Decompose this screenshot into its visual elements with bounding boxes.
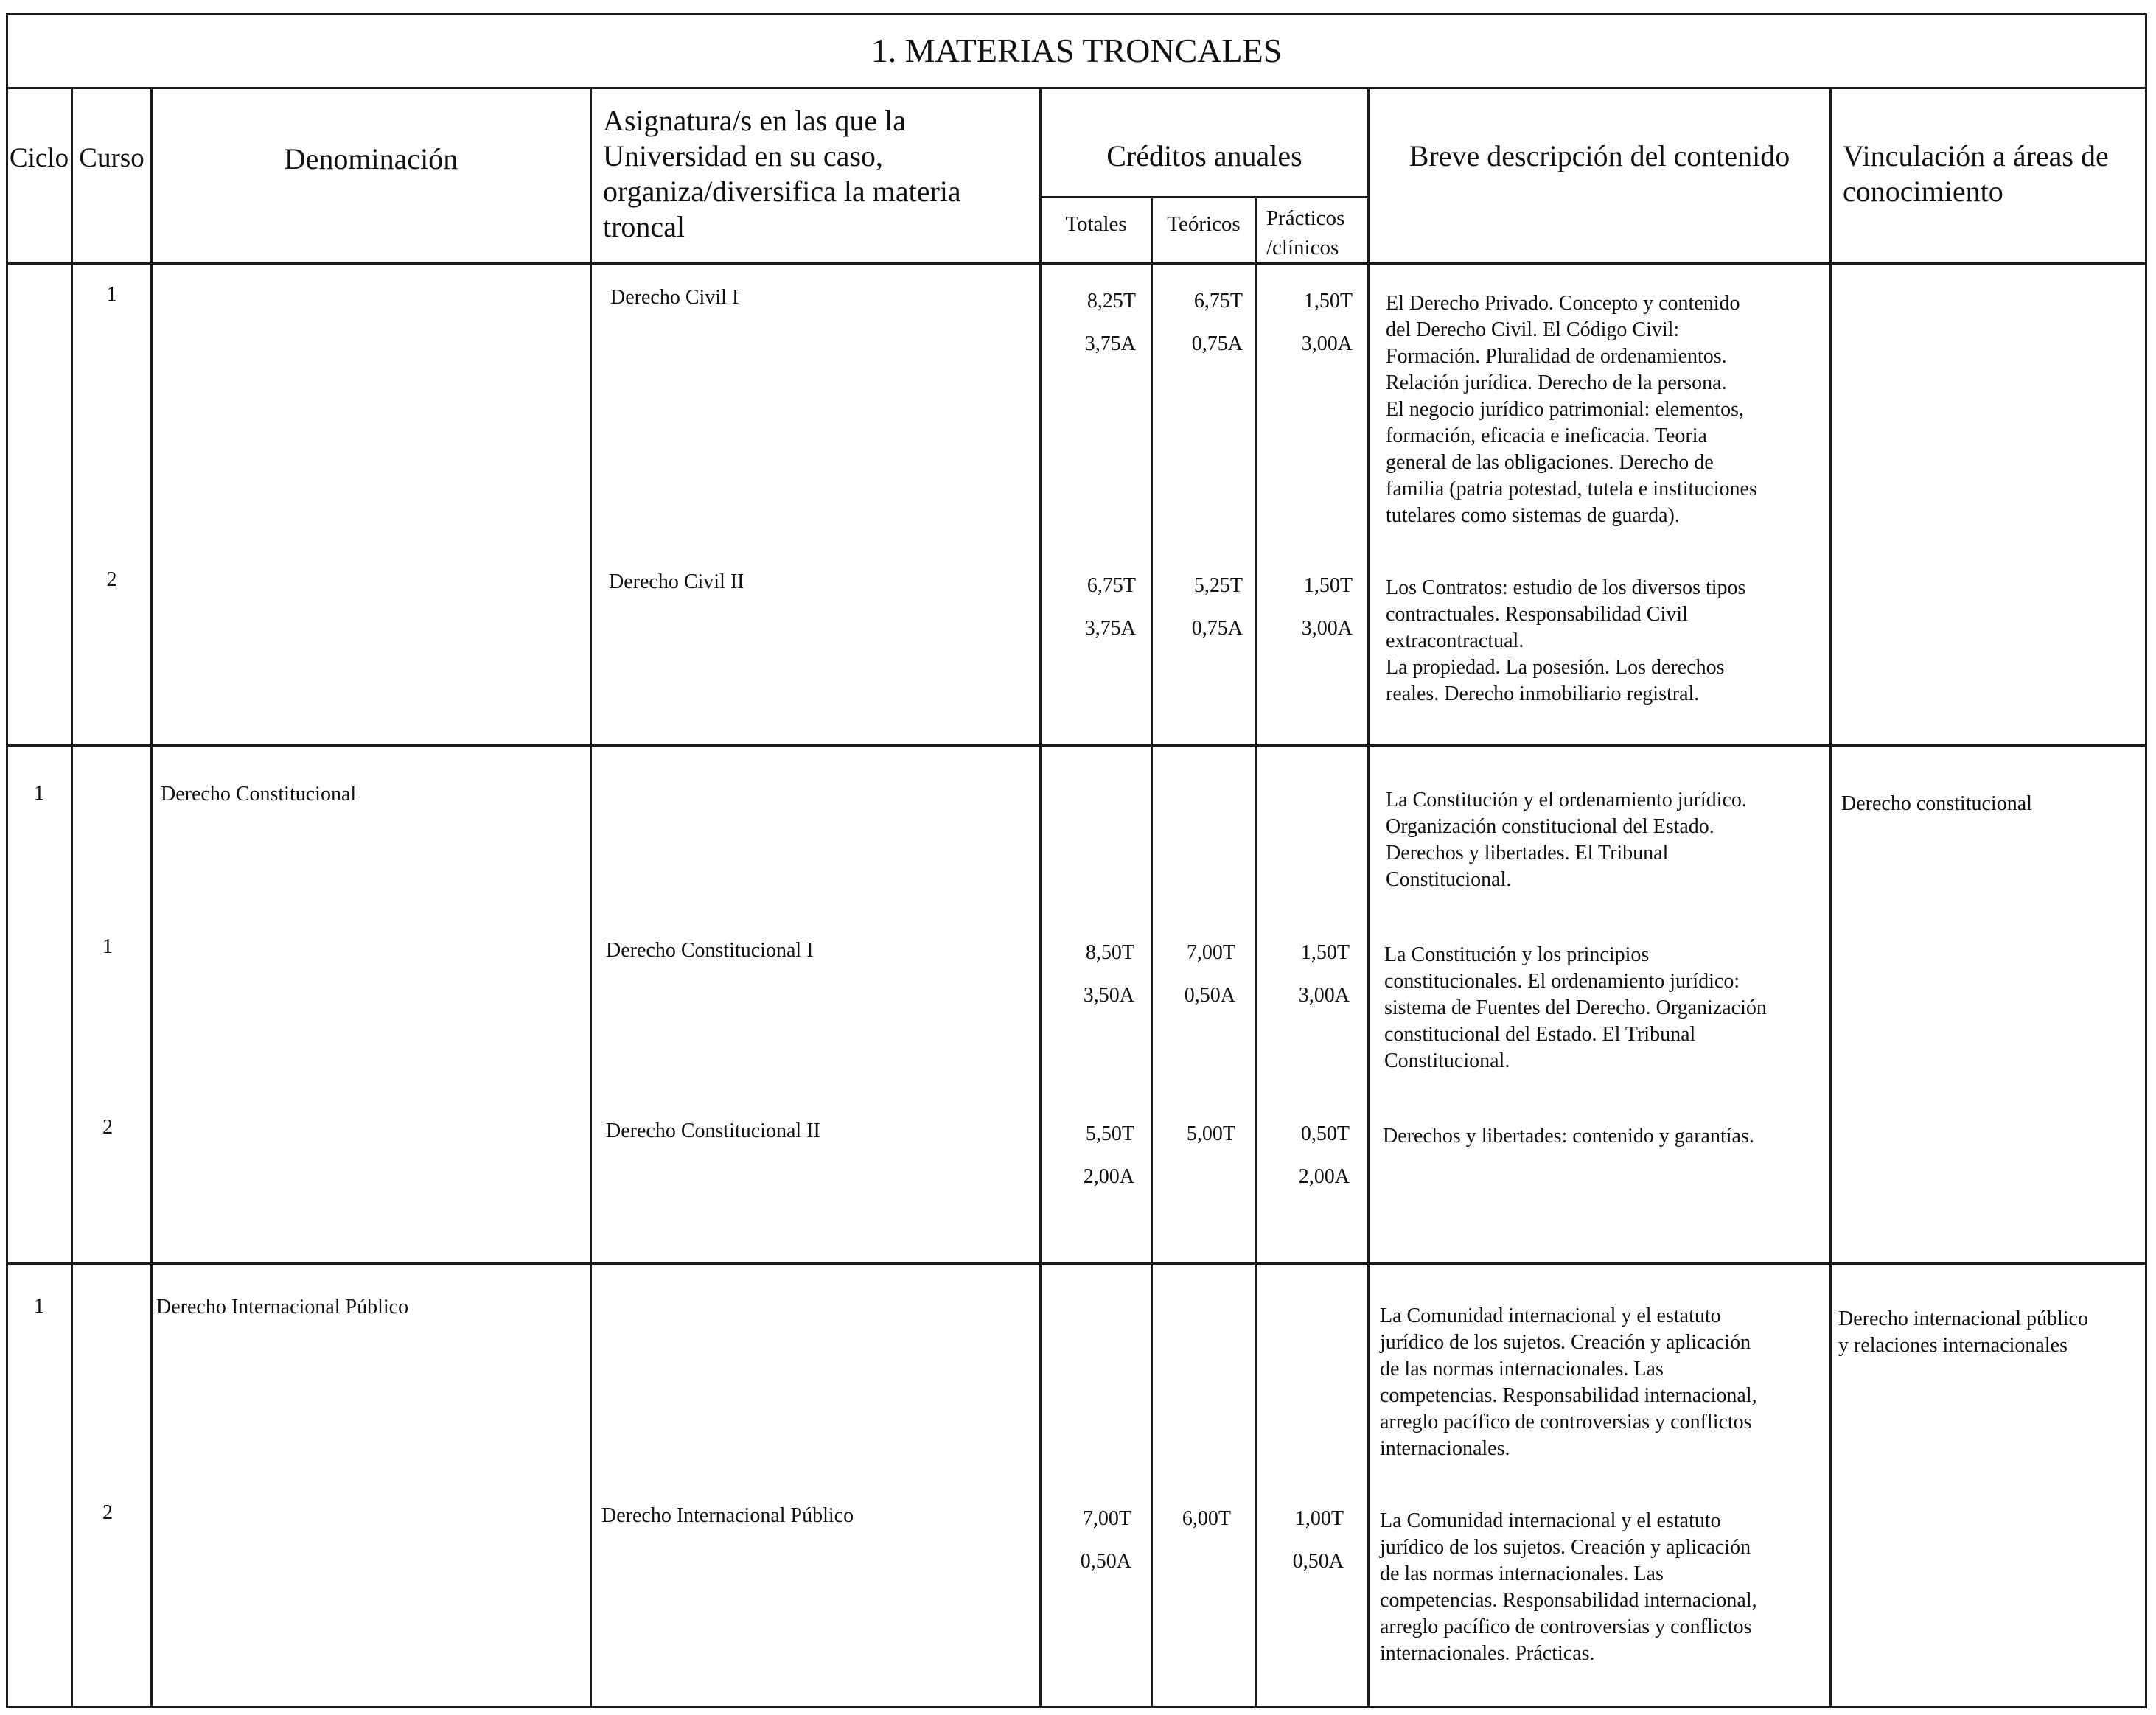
cell-descripcion: Los Contratos: estudio de los diversos tipos contractuales. Responsabilidad Civil extracontractual. La propiedad. La posesión. Los derechos reales. Derecho inmobiliario registral. xyxy=(1386,576,1746,705)
header-creditos: Créditos anuales xyxy=(1106,139,1302,172)
section-separator-1 xyxy=(6,744,2147,747)
cell-descripcion: La Comunidad internacional y el estatuto jurídico de los sujetos. Creación y aplicación de las normas internacionales. Las competencias. Responsabilidad internacional, arreglo pacífico de controversias y conflictos internacionales. xyxy=(1380,1304,1757,1460)
cell-teoricos: 6,75T 0,75A xyxy=(1191,290,1243,355)
cell-denominacion: Derecho Constitucional xyxy=(161,783,357,806)
cell-descripcion: Derechos y libertades: contenido y garantías. xyxy=(1383,1125,1754,1148)
cell-descripcion: La Constitución y los principios constitucionales. El ordenamiento jurídico: sistema de Fuentes del Derecho. Organización constitucional del Estado. El Tribunal Constitucional. xyxy=(1384,943,1767,1072)
cell-curso: 1 xyxy=(102,935,113,958)
title-separator xyxy=(6,87,2147,89)
cell-totales: 8,25T 3,75A xyxy=(1084,290,1136,355)
border-top xyxy=(6,13,2147,15)
cell-practicos: 1,00T 0,50A xyxy=(1292,1507,1344,1573)
cell-totales: 7,00T 0,50A xyxy=(1080,1507,1131,1573)
header-curso: Curso xyxy=(79,143,144,173)
cell-totales: 6,75T 3,75A xyxy=(1084,574,1136,640)
cell-asignatura: Derecho Civil II xyxy=(609,570,744,593)
header-asignatura: Asignatura/s en las que la Universidad en su caso, organiza/diversifica la materia troncal xyxy=(603,104,961,243)
cell-ciclo: 1 xyxy=(34,782,44,805)
cell-curso: 2 xyxy=(102,1116,113,1139)
cell-curso: 2 xyxy=(102,1501,113,1524)
cell-ciclo: 1 xyxy=(34,1295,44,1318)
cell-totales: 5,50T 2,00A xyxy=(1083,1122,1134,1188)
col-line-denominacion xyxy=(590,87,592,1707)
cell-denominacion: Derecho Internacional Público xyxy=(156,1296,409,1318)
col-line-descripcion xyxy=(1829,87,1832,1707)
section-separator-2 xyxy=(6,1262,2147,1265)
col-line-ciclo xyxy=(71,87,73,1707)
cell-vinculacion: Derecho constitucional xyxy=(1841,792,2032,815)
cell-curso: 2 xyxy=(106,568,117,591)
header-practicos: Prácticos /clínicos xyxy=(1266,206,1345,259)
cell-asignatura: Derecho Constitucional II xyxy=(606,1120,820,1142)
header-vinculacion: Vinculación a áreas de conocimiento xyxy=(1843,139,2109,208)
cell-teoricos: 5,25T 0,75A xyxy=(1191,574,1243,640)
header-totales: Totales xyxy=(1065,212,1127,236)
border-bottom xyxy=(6,1706,2147,1708)
cell-practicos: 1,50T 3,00A xyxy=(1298,941,1350,1007)
page-title: 1. MATERIAS TRONCALES xyxy=(871,32,1283,69)
header-ciclo: Ciclo xyxy=(9,143,69,173)
cell-vinculacion: Derecho internacional público y relaciones internacionales xyxy=(1838,1307,2088,1357)
cell-teoricos: 5,00T xyxy=(1186,1122,1235,1145)
cell-descripcion: La Constitución y el ordenamiento jurídico. Organización constitucional del Estado. Derechos y libertades. El Tribunal Constitucional. xyxy=(1386,789,1747,891)
cell-teoricos: 6,00T xyxy=(1182,1507,1231,1530)
cell-descripcion: La Comunidad internacional y el estatuto jurídico de los sujetos. Creación y aplicación de las normas internacionales. Las competencias. Responsabilidad internacional, arreglo pacífico de controversias y conflictos internacionales. Prácticas. xyxy=(1380,1509,1757,1665)
cell-curso: 1 xyxy=(106,283,117,306)
border-left xyxy=(6,13,8,1708)
cell-asignatura: Derecho Internacional Público xyxy=(601,1504,854,1527)
col-line-curso xyxy=(150,87,153,1707)
cell-practicos: 1,50T 3,00A xyxy=(1301,574,1353,640)
header-separator xyxy=(6,262,2147,265)
header-denominacion: Denominación xyxy=(284,142,458,175)
cell-asignatura: Derecho Constitucional I xyxy=(606,939,814,962)
border-right xyxy=(2145,13,2147,1708)
header-descripcion: Breve descripción del contenido xyxy=(1409,139,1790,172)
cell-practicos: 1,50T 3,00A xyxy=(1301,290,1353,355)
cell-practicos: 0,50T 2,00A xyxy=(1298,1122,1350,1188)
creditos-subheader-line xyxy=(1039,196,1370,198)
cell-teoricos: 7,00T 0,50A xyxy=(1184,941,1235,1007)
cell-descripcion: El Derecho Privado. Concepto y contenido del Derecho Civil. El Código Civil: Formación. Pluralidad de ordenamientos. Relación jurídica. Derecho de la persona. El negocio jurídico patrimonial: elementos, formación, eficacia e ineficacia. Teoria general de las obligaciones. Derecho de familia (patria potestad, tutela e instituciones tutelares como sistemas de guarda). xyxy=(1386,292,1757,527)
col-line-creditos xyxy=(1367,87,1370,1707)
cell-asignatura: Derecho Civil I xyxy=(610,286,739,309)
header-teoricos: Teóricos xyxy=(1167,212,1241,236)
cell-totales: 8,50T 3,50A xyxy=(1083,941,1134,1007)
